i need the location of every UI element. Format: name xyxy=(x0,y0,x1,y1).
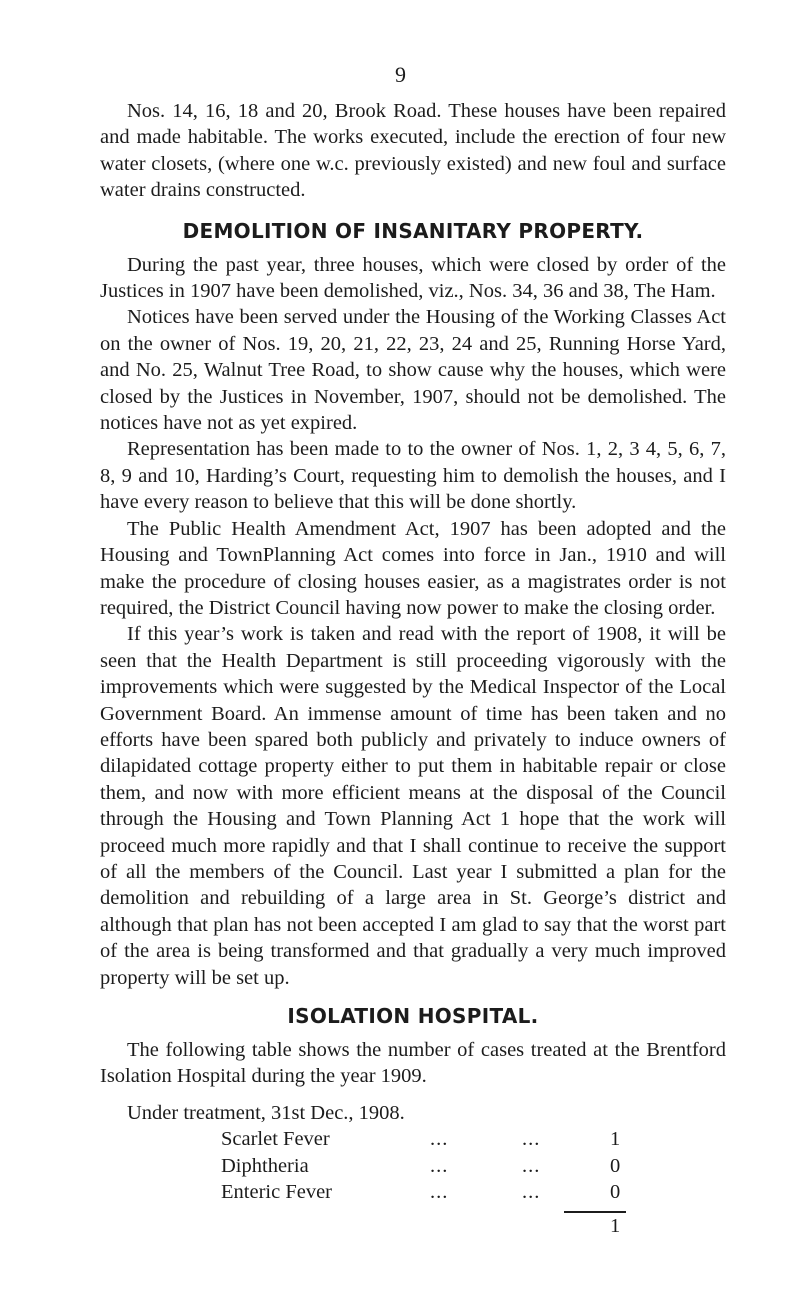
heading-isolation-hospital: ISOLATION HOSPITAL. xyxy=(287,1004,539,1028)
leader-dots: ... xyxy=(522,1154,541,1177)
leader-dots: ... xyxy=(522,1181,541,1203)
disease-label: Scarlet Fever xyxy=(221,1128,330,1151)
page-content xyxy=(100,98,726,1238)
leader-dots: ... xyxy=(522,1128,541,1151)
paragraph-notices-served: Notices have been served under the Housing of the Working Classes Act on the owner of Nos. 19, 20, 21, 22, 23, 24 and 25, Running Horse Yard, and No. 25, Walnut Tree Road, to show cause why the houses, which were closed by the Justices in November, 1907, should not be demolished. The notices have not as yet expired. xyxy=(100,306,726,435)
page-number: 9 xyxy=(395,62,406,87)
table-total-row xyxy=(100,1205,726,1238)
paragraph-years-work: If this year’s work is taken and read with the report of 1908, it will be seen that the Health Department is still proceeding vigorously with the improvements which were suggested by the Medical Inspector of the Local Government Board. An immense amount of time has been taken and no efforts have been spared both publicly and privately to induce owners of dilapidated cottage property either to put them in habitable repair or close them, and now with more efficient means at the disposal of the Council through the Housing and Town Planning Act 1 hope that the work will proceed much more rapidly and that I shall continue to receive the support of all the members of the Council. Last year I submitted a plan for the demolition and rebuilding of a large area in St. George’s district and although that plan has not been accepted I am glad to say that the worst part of the area is being transformed and that gradually a very much improved property will be set up. xyxy=(100,623,726,989)
paragraph-brook-road: Nos. 14, 16, 18 and 20, Brook Road. These houses have been repaired and made habitable. The works executed, include the erection of four new water closets, (where one w.c. previously existed) and new foul and surface water drains constructed. xyxy=(100,100,726,202)
table-row xyxy=(100,1126,726,1152)
paragraph-table-intro: The following table shows the number of cases treated at the Brentford Isolation Hospital during the year 1909. xyxy=(100,1039,726,1088)
disease-label: Diphtheria xyxy=(221,1154,309,1177)
paragraph-demolished-houses: During the past year, three houses, which were closed by order of the Justices in 1907 have been demolished, viz., Nos. 34, 36 and 38, The Ham. xyxy=(100,253,726,303)
table-row xyxy=(100,1153,726,1179)
leader-dots: ... xyxy=(430,1154,449,1177)
leader-dots: ... xyxy=(430,1181,449,1203)
case-count: 1 xyxy=(610,1128,621,1151)
disease-label: Enteric Fever xyxy=(221,1181,332,1203)
case-count: 0 xyxy=(610,1154,621,1177)
heading-demolition: DEMOLITION OF INSANITARY PROPERTY. xyxy=(182,218,644,243)
cases-table xyxy=(100,1100,726,1238)
table-row xyxy=(100,1179,726,1205)
table-caption: Under treatment, 31st Dec., 1908. xyxy=(127,1101,405,1124)
case-count: 0 xyxy=(610,1181,621,1203)
leader-dots: ... xyxy=(430,1128,449,1151)
paragraph-public-health-act: The Public Health Amendment Act, 1907 has been adopted and the Housing and TownPlanning Act comes into force in Jan., 1910 and will make the procedure of closing houses easier, as a magistrates order is not required, the District Council having now power to make the closing order. xyxy=(100,517,726,619)
paragraph-representation: Representation has been made to to the owner of Nos. 1, 2, 3 4, 5, 6, 7, 8, 9 and 10, Harding’s Court, requesting him to demolish the houses, and I have every reason to believe that this will be done shortly. xyxy=(100,438,726,514)
total-count: 1 xyxy=(610,1215,621,1238)
